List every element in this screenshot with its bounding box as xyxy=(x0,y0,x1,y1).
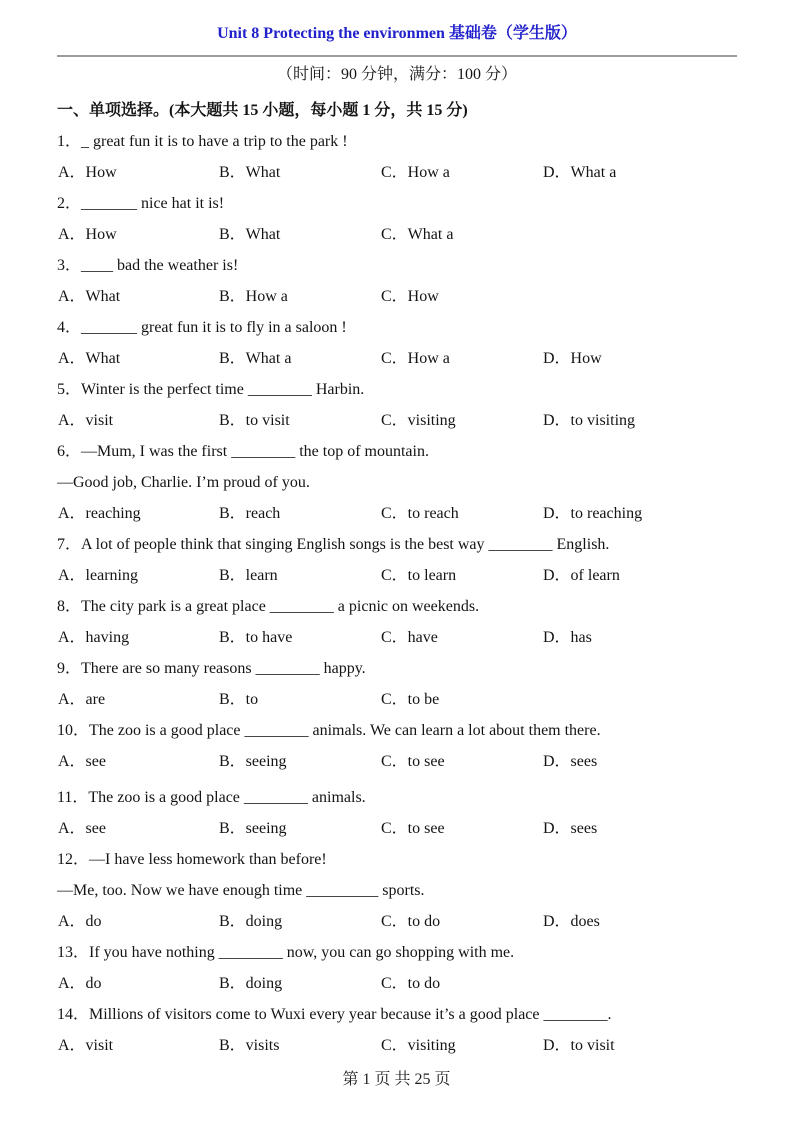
option-b: B．doing xyxy=(219,975,283,992)
question-text: 10．The zoo is a good place ________ animals. We can learn a lot about them there. xyxy=(57,722,601,739)
option-b: B．doing xyxy=(219,913,283,930)
option-b: B．What a xyxy=(219,350,292,367)
question-text: 2．_______ nice hat it is! xyxy=(57,195,225,212)
question-10 xyxy=(57,715,737,777)
question-13 xyxy=(57,937,737,999)
option-d: D．How xyxy=(543,350,602,367)
option-row xyxy=(57,968,737,999)
option-b: B．to xyxy=(219,691,259,708)
option-a: A．see xyxy=(58,820,106,837)
option-d: D．to reaching xyxy=(543,505,643,522)
option-row xyxy=(57,219,737,250)
option-row xyxy=(57,684,737,715)
option-a: A．visit xyxy=(58,412,114,429)
option-a: A．How xyxy=(58,164,117,181)
option-d: D．sees xyxy=(543,820,598,837)
option-c: C．have xyxy=(381,629,438,646)
option-d: D．What a xyxy=(543,164,617,181)
question-text: 1．_ great fun it is to have a trip to the park ! xyxy=(57,133,348,150)
option-c: C．to see xyxy=(381,753,445,770)
option-a: A．having xyxy=(58,629,130,646)
option-b: B．learn xyxy=(219,567,278,584)
option-b: B．How a xyxy=(219,288,288,305)
option-c: C．How a xyxy=(381,164,450,181)
option-c: C．visiting xyxy=(381,412,456,429)
option-row xyxy=(57,813,737,844)
question-8 xyxy=(57,591,737,653)
option-row xyxy=(57,1030,737,1061)
option-b: B．to have xyxy=(219,629,293,646)
option-a: A．are xyxy=(58,691,106,708)
page-content xyxy=(0,24,793,1061)
question-text: 9．There are so many reasons ________ happy. xyxy=(57,660,366,677)
option-a: A．visit xyxy=(58,1037,114,1054)
option-b: B．What xyxy=(219,164,281,181)
option-a: A．learning xyxy=(58,567,138,584)
option-d: D．has xyxy=(543,629,592,646)
question-text: 7．A lot of people think that singing English songs is the best way ________ English. xyxy=(57,536,610,553)
section-heading: 一、单项选择。(本大题共 15 小题，每小题 1 分，共 15 分) xyxy=(57,102,468,119)
option-row xyxy=(57,906,737,937)
option-row xyxy=(57,343,737,374)
question-text: 5．Winter is the perfect time ________ Harbin. xyxy=(57,381,365,398)
option-c: C．to learn xyxy=(381,567,457,584)
question-11 xyxy=(57,782,737,844)
question-text: 4．_______ great fun it is to fly in a saloon ! xyxy=(57,319,347,336)
question-text: 13．If you have nothing ________ now, you can go shopping with me. xyxy=(57,944,515,961)
option-b: B．seeing xyxy=(219,820,287,837)
option-d: D．of learn xyxy=(543,567,620,584)
option-c: C．How a xyxy=(381,350,450,367)
question-text: 12．—I have less homework than before! xyxy=(57,851,327,868)
option-d: D．to visiting xyxy=(543,412,636,429)
question-text: 3．____ bad the weather is! xyxy=(57,257,239,274)
question-text: 6．—Mum, I was the first ________ the top of mountain. xyxy=(57,443,429,460)
option-d: D．sees xyxy=(543,753,598,770)
question-6 xyxy=(57,436,737,529)
exam-info: （时间：90 分钟，满分：100 分） xyxy=(276,66,517,83)
option-row xyxy=(57,498,737,529)
option-a: A．see xyxy=(58,753,106,770)
option-a: A．How xyxy=(58,226,117,243)
option-b: B．What xyxy=(219,226,281,243)
option-row xyxy=(57,746,737,777)
question-12 xyxy=(57,844,737,937)
option-a: A．do xyxy=(58,913,102,930)
question-5 xyxy=(57,374,737,436)
option-c: C．visiting xyxy=(381,1037,456,1054)
question-3 xyxy=(57,250,737,312)
option-a: A．do xyxy=(58,975,102,992)
option-a: A．What xyxy=(58,288,121,305)
option-row xyxy=(57,405,737,436)
option-d: D．does xyxy=(543,913,600,930)
option-row xyxy=(57,560,737,591)
question-text: 14．Millions of visitors come to Wuxi every year because it’s a good place ________. xyxy=(57,1006,612,1023)
option-c: C．to do xyxy=(381,975,441,992)
question-1 xyxy=(57,126,737,188)
option-c: C．to be xyxy=(381,691,440,708)
option-d: D．to visit xyxy=(543,1037,615,1054)
option-b: B．reach xyxy=(219,505,281,522)
question-9 xyxy=(57,653,737,715)
option-b: B．seeing xyxy=(219,753,287,770)
question-dialogue-line: —Me, too. Now we have enough time _________ sports. xyxy=(57,882,425,899)
option-c: C．How xyxy=(381,288,439,305)
option-b: B．visits xyxy=(219,1037,280,1054)
option-c: C．to see xyxy=(381,820,445,837)
question-dialogue-line: —Good job, Charlie. I’m proud of you. xyxy=(57,474,310,491)
option-a: A．reaching xyxy=(58,505,141,522)
option-row xyxy=(57,281,737,312)
option-a: A．What xyxy=(58,350,121,367)
question-14 xyxy=(57,999,737,1061)
question-2 xyxy=(57,188,737,250)
option-c: C．to do xyxy=(381,913,441,930)
question-text: 11．The zoo is a good place ________ animals. xyxy=(57,789,366,806)
page-title: Unit 8 Protecting the environmen 基础卷（学生版） xyxy=(217,25,577,42)
question-4 xyxy=(57,312,737,374)
option-row xyxy=(57,157,737,188)
question-text: 8．The city park is a great place ________ a picnic on weekends. xyxy=(57,598,480,615)
option-row xyxy=(57,622,737,653)
option-c: C．to reach xyxy=(381,505,459,522)
page-number: 第 1 页 共 25 页 xyxy=(342,1071,451,1088)
title-divider xyxy=(57,55,737,57)
question-7 xyxy=(57,529,737,591)
option-c: C．What a xyxy=(381,226,454,243)
option-b: B．to visit xyxy=(219,412,290,429)
